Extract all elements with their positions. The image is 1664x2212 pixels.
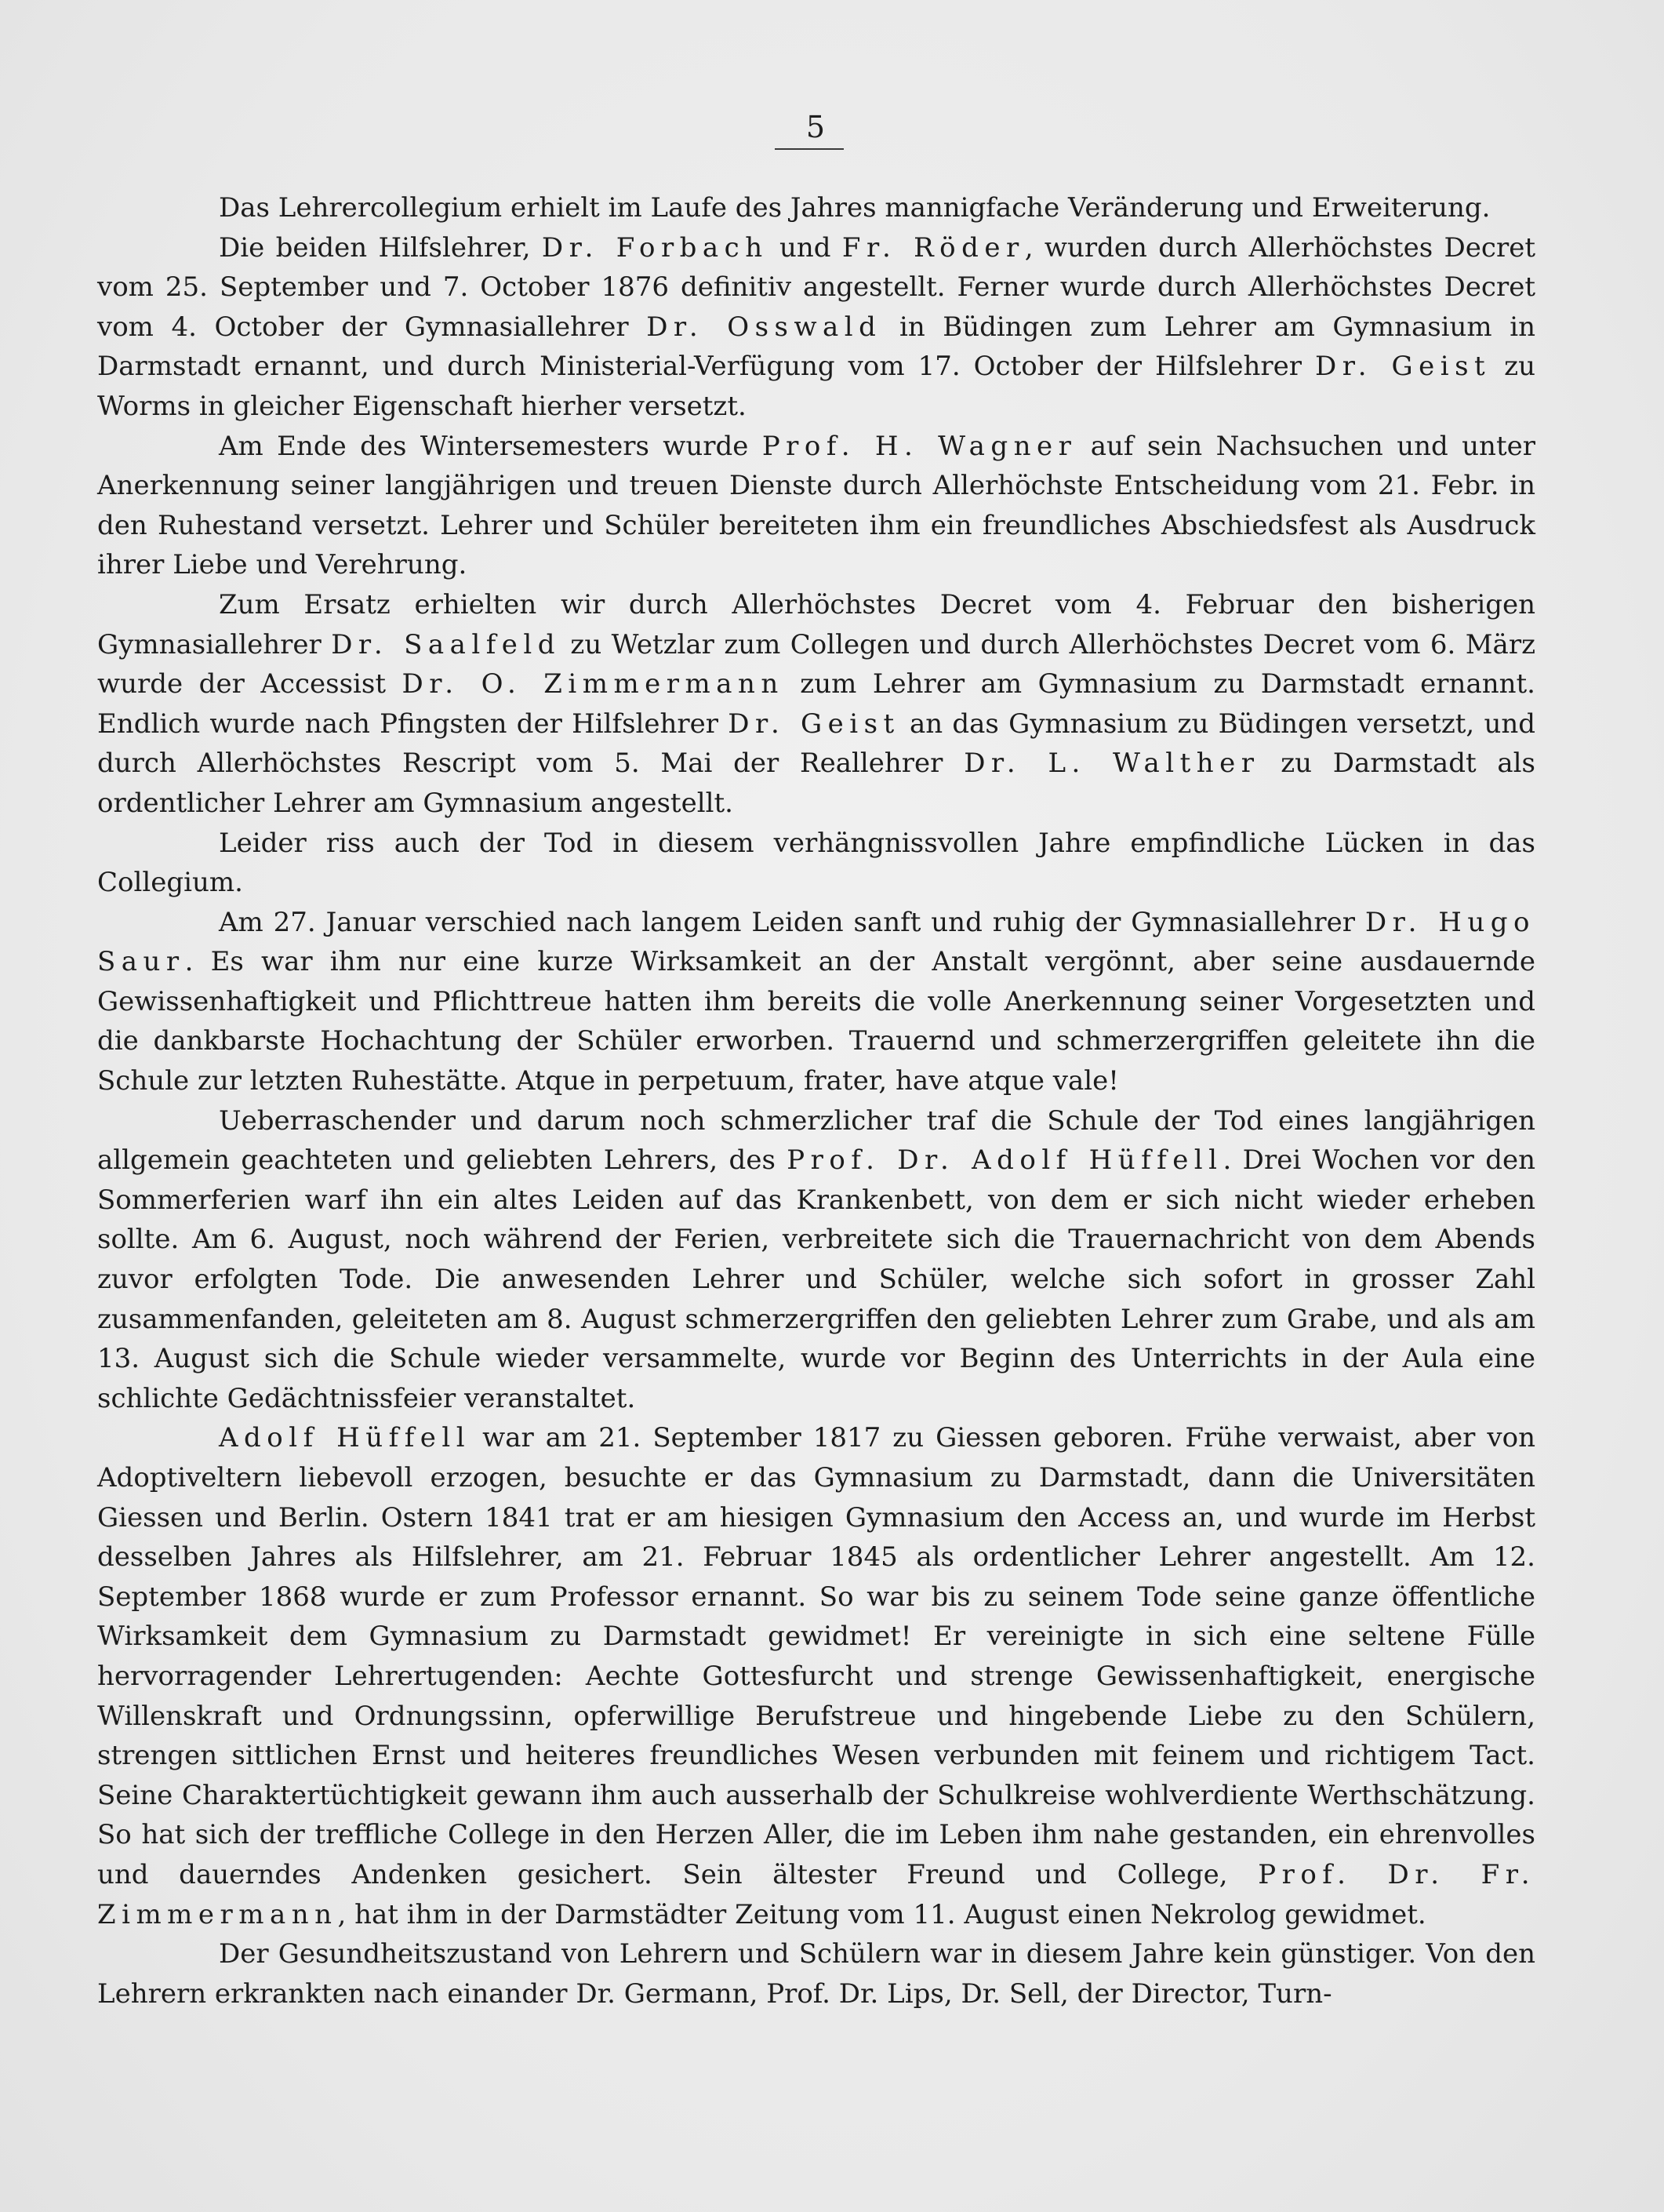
text-run: Zum Ersatz erhielten wir durch Allerhöchstes Decret vom 4. Februar den bisherigen Gymnasiallehrer bbox=[97, 588, 1535, 660]
text-run: zu Wetzlar zum Collegen und durch Allerhöchstes Decret vom 6. März wurde der Accessist bbox=[97, 628, 1535, 700]
text-run: in Büdingen zum Lehrer am Gymnasium in Darmstadt ernannt, und durch Ministerial-Verfügung vom 17. October der Hilfslehrer bbox=[97, 311, 1535, 383]
paragraph bbox=[97, 824, 1535, 903]
paragraph bbox=[97, 1934, 1535, 2014]
text-run: Am 27. Januar verschied nach langem Leiden sanft und ruhig der Gymnasiallehrer bbox=[219, 906, 1365, 938]
paragraph bbox=[97, 903, 1535, 1101]
paragraph bbox=[97, 1101, 1535, 1419]
spaced-name: Dr. Osswald bbox=[646, 311, 882, 343]
text-run: Die beiden Hilfslehrer, bbox=[219, 231, 542, 264]
text-run: Am Ende des Wintersemesters wurde bbox=[219, 430, 762, 462]
spaced-name: Dr. L. Walther bbox=[964, 748, 1260, 780]
text-run: zu Darmstadt als ordentlicher Lehrer am Gymnasium angestellt. bbox=[97, 748, 1535, 819]
paragraph bbox=[97, 585, 1535, 824]
text-run: auf sein Nachsuchen und unter Anerkennung seiner langjährigen und treuen Dienste durch Allerhöchste Entscheidung vom 21. Febr. in den Ruhestand versetzt. Lehrer und Schüler bereiteten ihm ein freundliches Abschiedsfest als Ausdruck ihrer Liebe und Verehrung. bbox=[97, 430, 1535, 581]
spaced-name: Dr. Saalfeld bbox=[331, 628, 561, 660]
page-number: 5 bbox=[805, 110, 826, 144]
text-run: Der Gesundheitszustand von Lehrern und Schülern war in diesem Jahre kein günstiger. Von den Lehrern erkrankten nach einander Dr. Germann, Prof. Dr. Lips, Dr. Sell, der Director, Turn- bbox=[97, 1938, 1535, 2010]
text-run: an das Gymnasium zu Büdingen versetzt, und durch Allerhöchstes Rescript vom 5. Mai der Reallehrer bbox=[97, 708, 1536, 780]
spaced-name: Adolf Hüffell bbox=[219, 1422, 471, 1454]
spaced-name: Dr. Hugo Saur bbox=[97, 906, 1536, 978]
spaced-name: Prof. Dr. Adolf Hüffell bbox=[787, 1144, 1223, 1177]
text-run: . Es war ihm nur eine kurze Wirksamkeit an der Anstalt vergönnt, aber seine ausdauernde Gewissenhaftigkeit und Pflichttreue hatten ihm bereits die volle Anerkennung seiner Vorgesetzten und die dankbarste Hochachtung der Schüler erworben. Trauernd und schmerzergriffen geleitete ihn die Schule zur letzten Ruhestätte. Atque in perpetuum, frater, have atque vale! bbox=[97, 946, 1535, 1097]
spaced-name: Fr. Röder bbox=[841, 231, 1025, 264]
page-number-rule bbox=[775, 148, 844, 150]
text-run: Das Lehrercollegium erhielt im Laufe des Jahres mannigfache Veränderung und Erweiterung. bbox=[219, 192, 1491, 224]
text-run: Ueberraschender und darum noch schmerzlicher traf die Schule der Tod eines langjährigen allgemein geachteten und geliebten Lehrers, des bbox=[97, 1104, 1535, 1177]
spaced-name: Dr. Geist bbox=[728, 708, 900, 740]
paragraph bbox=[97, 228, 1535, 427]
spaced-name: Prof. Dr. Fr. Zimmermann bbox=[97, 1858, 1535, 1930]
text-run: und bbox=[768, 231, 842, 264]
spaced-name: Dr. Forbach bbox=[541, 231, 768, 264]
paragraph bbox=[97, 1418, 1535, 1934]
body-text bbox=[97, 188, 1535, 2014]
paragraph bbox=[97, 188, 1535, 228]
text-run: Leider riss auch der Tod in diesem verhängnissvollen Jahre empfindliche Lücken in das Collegium. bbox=[97, 827, 1535, 899]
spaced-name: Dr. O. Zimmermann bbox=[401, 668, 784, 700]
text-run: zu Worms in gleicher Eigenschaft hierher versetzt. bbox=[97, 351, 1535, 422]
spaced-name: Prof. H. Wagner bbox=[761, 430, 1077, 462]
spaced-name: Dr. Geist bbox=[1314, 351, 1491, 383]
text-run: zum Lehrer am Gymnasium zu Darmstadt ernannt. Endlich wurde nach Pfingsten der Hilfslehrer bbox=[97, 668, 1535, 740]
text-run: war am 21. September 1817 zu Giessen geboren. Frühe verwaist, aber von Adoptiveltern liebevoll erzogen, besuchte er das Gymnasium zu Darmstadt, dann die Universitäten Giessen und Berlin. Ostern 1841 trat er am hiesigen Gymnasium den Access an, und wurde im Herbst desselben Jahres als Hilfslehrer, am 21. Februar 1845 als ordentlicher Lehrer angestellt. Am 12. September 1868 wurde er zum Professor ernannt. So war bis zu seinem Tode seine ganze öffentliche Wirksamkeit dem Gymnasium zu Darmstadt gewidmet! Er vereinigte in sich eine seltene Fülle hervorragender Lehrertugenden: Aechte Gottesfurcht und strenge Gewissenhaftigkeit, energische Willenskraft und Ordnungssinn, opferwillige Berufstreue und hingebende Liebe zu den Schülern, strengen sittlichen Ernst und heiteres freundliches Wesen verbunden mit feinem und richtigem Tact. Seine Charaktertüchtigkeit gewann ihm auch ausserhalb der Schulkreise wohlverdiente Werthschätzung. So hat sich der treffliche College in den Herzen Aller, die im Leben ihm nahe gestanden, ein ehrenvolles und dauerndes Andenken gesichert. Sein ältester Freund und College, bbox=[97, 1422, 1535, 1890]
text-run: , wurden durch Allerhöchstes Decret vom 25. September und 7. October 1876 definitiv angestellt. Ferner wurde durch Allerhöchstes Decret vom 4. October der Gymnasiallehrer bbox=[97, 231, 1535, 343]
text-run: . Drei Wochen vor den Sommerferien warf ihn ein altes Leiden auf das Krankenbett, von dem er sich nicht wieder erheben sollte. Am 6. August, noch während der Ferien, verbreitete sich die Trauernachricht von dem Abends zuvor erfolgten Tode. Die anwesenden Lehrer und Schüler, welche sich sofort in grosser Zahl zusammenfanden, geleiteten am 8. August schmerzergriffen den geliebten Lehrer zum Grabe, und als am 13. August sich die Schule wieder versammelte, wurde vor Beginn des Unterrichts in der Aula eine schlichte Gedächtnissfeier veranstaltet. bbox=[97, 1144, 1536, 1414]
paragraph bbox=[97, 427, 1535, 585]
text-run: , hat ihm in der Darmstädter Zeitung vom 11. August einen Nekrolog gewidmet. bbox=[337, 1898, 1426, 1930]
